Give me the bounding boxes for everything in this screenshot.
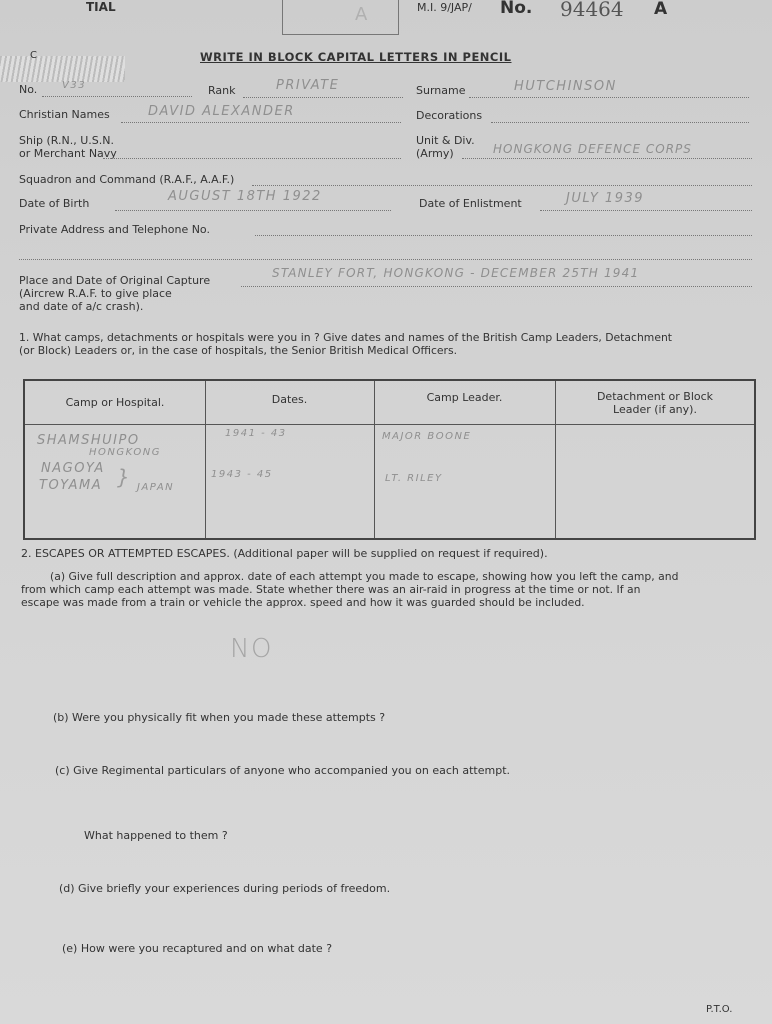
- decorations-label: Decorations: [416, 109, 483, 122]
- q1-text-line2: (or Block) Leaders or, in the case of hospitals, the Senior British Medical Officers.: [19, 344, 458, 357]
- ship-label: Ship (R.N., U.S.N.: [19, 134, 114, 147]
- christian-names-label: Christian Names: [19, 108, 110, 121]
- table-header-leader: Camp Leader.: [426, 391, 503, 404]
- brace-mark: }: [117, 465, 132, 489]
- no-value: V33: [62, 80, 87, 91]
- table-header-detachment: Detachment or Block Leader (if any).: [596, 390, 714, 416]
- address-label: Private Address and Telephone No.: [19, 223, 210, 236]
- table-row-dates: 1943 - 45: [211, 469, 273, 480]
- squadron-label: Squadron and Command (R.A.F., A.A.F.): [19, 173, 235, 186]
- enlistment-label: Date of Enlistment: [419, 197, 522, 210]
- dob-value: AUGUST 18TH 1922: [168, 189, 322, 204]
- form-code: M.I. 9/JAP/: [417, 1, 472, 14]
- table-row-camp-sub: HONGKONG: [89, 447, 162, 458]
- unit-label-2: (Army): [416, 147, 454, 160]
- table-row-camp: NAGOYA: [41, 461, 105, 476]
- q2a-text-line2: from which camp each attempt was made. State whether there was an air-raid in progress at the time or not. If an: [21, 583, 641, 596]
- enlistment-value: JULY 1939: [566, 191, 645, 206]
- table-header-camp: Camp or Hospital.: [65, 396, 165, 409]
- unit-value: HONGKONG DEFENCE CORPS: [493, 142, 692, 156]
- scratched-out-mark: [0, 56, 125, 82]
- rank-value: PRIVATE: [276, 78, 340, 93]
- q2a-answer: NO: [230, 634, 273, 664]
- christian-names-value: DAVID ALEXANDER: [148, 104, 295, 119]
- capture-label: Place and Date of Original Capture: [19, 274, 211, 287]
- number-prefix: No.: [500, 0, 533, 18]
- capture-label-3: and date of a/c crash).: [19, 300, 144, 313]
- q2a-text-line1: (a) Give full description and approx. date of each attempt you made to escape, showing how you left the camp, and: [50, 570, 679, 583]
- surname-value: HUTCHINSON: [514, 79, 617, 94]
- table-row-dates: 1941 - 43: [225, 428, 287, 439]
- table-row-camp-sub: JAPAN: [137, 482, 175, 493]
- unit-label: Unit & Div.: [416, 134, 475, 147]
- no-label: No.: [19, 83, 38, 96]
- table-row-leader: LT. RILEY: [385, 473, 443, 484]
- pto-label: P.T.O.: [706, 1004, 733, 1015]
- camps-table: [23, 379, 756, 540]
- stamp-letter: A: [355, 4, 368, 25]
- q2-title: 2. ESCAPES OR ATTEMPTED ESCAPES. (Additional paper will be supplied on request if required).: [21, 547, 548, 560]
- rank-label: Rank: [208, 84, 236, 97]
- table-row-camp: TOYAMA: [39, 478, 103, 493]
- capture-value: STANLEY FORT, HONGKONG - DECEMBER 25TH 1941: [272, 266, 640, 280]
- q2e-text: (e) How were you recaptured and on what date ?: [62, 942, 333, 955]
- table-header-dates: Dates.: [271, 393, 308, 406]
- serial-number: 94464: [560, 0, 624, 21]
- q2c-subtext: What happened to them ?: [84, 829, 228, 842]
- q2d-text: (d) Give briefly your experiences during periods of freedom.: [59, 882, 391, 895]
- q1-text-line1: 1. What camps, detachments or hospitals were you in ? Give dates and names of the British Camp Leaders, Detachment: [19, 331, 673, 344]
- instruction-heading: WRITE IN BLOCK CAPITAL LETTERS IN PENCIL: [200, 50, 512, 64]
- ship-label-2: or Merchant Navy: [19, 147, 117, 160]
- dob-label: Date of Birth: [19, 197, 90, 210]
- series-letter: A: [654, 0, 668, 19]
- table-row-camp: SHAMSHUIPO: [37, 433, 140, 448]
- side-mark: C: [30, 50, 37, 61]
- confidential-corner-label: TIAL: [86, 0, 116, 14]
- q2a-text-line3: escape was made from a train or vehicle the approx. speed and how it was guarded should be included.: [21, 596, 585, 609]
- q2c-text: (c) Give Regimental particulars of anyone who accompanied you on each attempt.: [55, 764, 511, 777]
- q2b-text: (b) Were you physically fit when you made these attempts ?: [53, 711, 386, 724]
- stamp-box: [282, 0, 399, 35]
- surname-label: Surname: [416, 84, 466, 97]
- capture-label-2: (Aircrew R.A.F. to give place: [19, 287, 172, 300]
- table-row-leader: MAJOR BOONE: [382, 431, 472, 442]
